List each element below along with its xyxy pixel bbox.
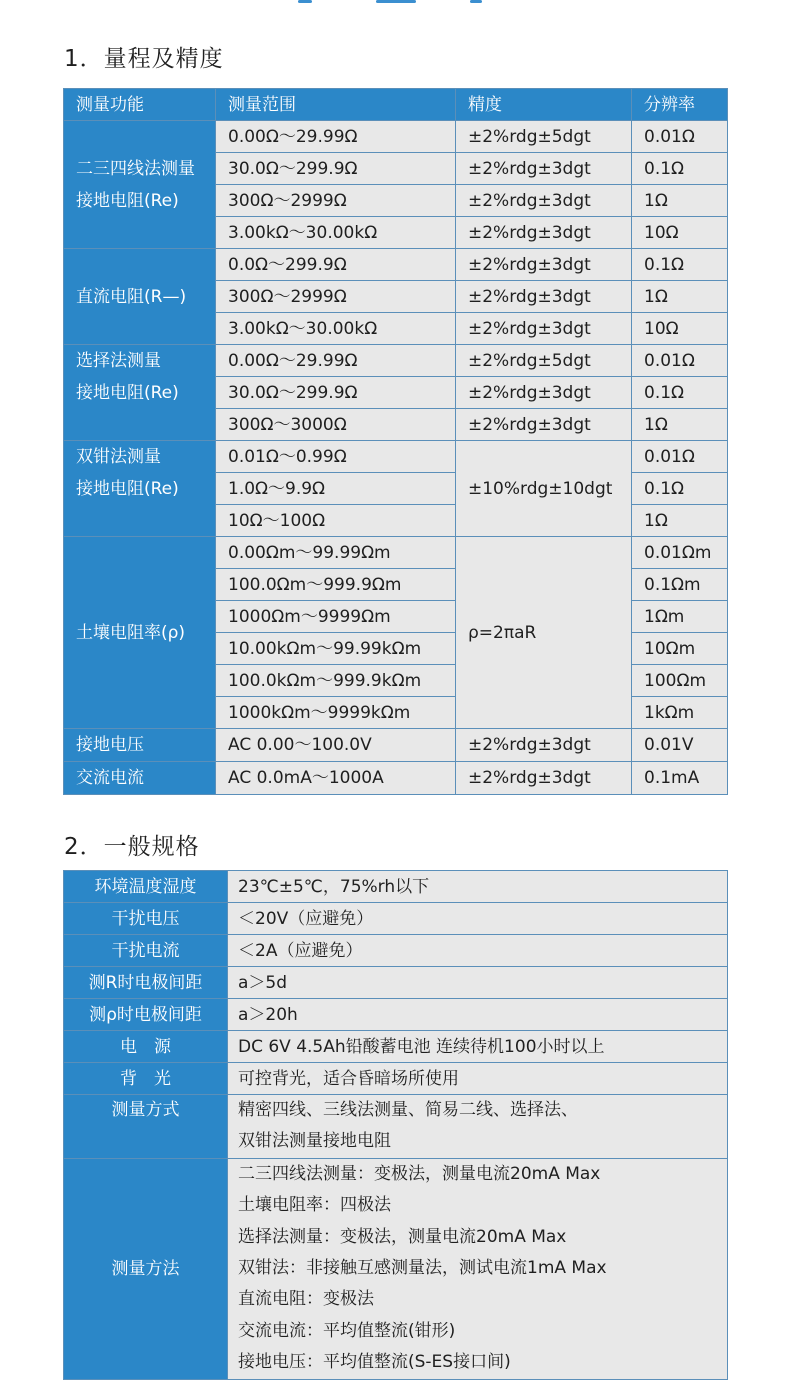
spec-value-line: 双钳法：非接触互感测量法，测试电流1mA Max bbox=[238, 1258, 607, 1279]
spec-value-line: 可控背光，适合昏暗场所使用 bbox=[238, 1068, 459, 1089]
range-cell: 10.00kΩm～99.99kΩm bbox=[216, 633, 456, 665]
function-label-line: 接地电阻(Re) bbox=[76, 479, 179, 499]
spec-value-line: a＞20h bbox=[238, 1004, 298, 1025]
column-header: 测量范围 bbox=[216, 89, 456, 121]
range-cell: 1000kΩm～9999kΩm bbox=[216, 697, 456, 729]
spec-value bbox=[228, 967, 728, 999]
spec-label: 环境温度湿度 bbox=[64, 871, 228, 903]
range-cell: 0.00Ωm～99.99Ωm bbox=[216, 537, 456, 569]
accuracy-cell: ±2%rdg±5dgt bbox=[456, 345, 632, 377]
range-cell: 300Ω～2999Ω bbox=[216, 185, 456, 217]
spec-value-line: 双钳法测量接地电阻 bbox=[238, 1131, 391, 1152]
range-cell: 300Ω～3000Ω bbox=[216, 409, 456, 441]
column-header: 精度 bbox=[456, 89, 632, 121]
spec-value bbox=[228, 999, 728, 1031]
accuracy-cell: ±2%rdg±3dgt bbox=[456, 729, 632, 762]
accuracy-cell-merged: ρ=2πaR bbox=[456, 537, 632, 729]
spec-value bbox=[228, 1031, 728, 1063]
accuracy-cell: ±2%rdg±3dgt bbox=[456, 313, 632, 345]
range-cell: 10Ω～100Ω bbox=[216, 505, 456, 537]
spec-value-line: 土壤电阻率：四极法 bbox=[238, 1195, 391, 1216]
section-title-general-specs: 2．一般规格 bbox=[64, 834, 200, 860]
function-label-line: 选择法测量 bbox=[76, 351, 161, 371]
table-row bbox=[64, 345, 728, 377]
range-accuracy-table bbox=[63, 88, 728, 795]
spec-label: 背 光 bbox=[64, 1063, 228, 1095]
resolution-cell: 0.1Ω bbox=[632, 153, 728, 185]
function-label-line: 接地电阻(Re) bbox=[76, 383, 179, 403]
top-decoration bbox=[0, 0, 790, 8]
spec-value-line: ＜20V（应避免） bbox=[238, 908, 374, 929]
accuracy-cell: ±2%rdg±3dgt bbox=[456, 281, 632, 313]
resolution-cell: 0.1Ω bbox=[632, 473, 728, 505]
spec-value bbox=[228, 1158, 728, 1379]
range-cell: 0.01Ω～0.99Ω bbox=[216, 441, 456, 473]
range-cell: 30.0Ω～299.9Ω bbox=[216, 153, 456, 185]
table-row bbox=[64, 121, 728, 153]
resolution-cell: 1Ω bbox=[632, 409, 728, 441]
accuracy-cell: ±2%rdg±5dgt bbox=[456, 121, 632, 153]
spec-row bbox=[64, 903, 728, 935]
table-row bbox=[64, 441, 728, 473]
range-cell: 100.0kΩm～999.9kΩm bbox=[216, 665, 456, 697]
resolution-cell: 0.1Ω bbox=[632, 377, 728, 409]
resolution-cell: 0.01Ω bbox=[632, 441, 728, 473]
accuracy-cell: ±2%rdg±3dgt bbox=[456, 377, 632, 409]
function-label bbox=[64, 537, 216, 729]
spec-value bbox=[228, 871, 728, 903]
range-cell: AC 0.00～100.0V bbox=[216, 729, 456, 762]
spec-row bbox=[64, 1031, 728, 1063]
spec-row bbox=[64, 1095, 728, 1159]
function-label-line: 接地电阻(Re) bbox=[76, 190, 179, 211]
accuracy-cell: ±2%rdg±3dgt bbox=[456, 185, 632, 217]
resolution-cell: 0.1mA bbox=[632, 762, 728, 795]
spec-row bbox=[64, 1158, 728, 1379]
spec-value-line: 交流电流：平均值整流(钳形) bbox=[238, 1320, 456, 1341]
range-cell: 1000Ωm～9999Ωm bbox=[216, 601, 456, 633]
spec-value bbox=[228, 935, 728, 967]
spec-value-line: 接地电压：平均值整流(S-ES接口间) bbox=[238, 1352, 511, 1373]
spec-label: 电 源 bbox=[64, 1031, 228, 1063]
spec-row bbox=[64, 967, 728, 999]
function-label bbox=[64, 762, 216, 795]
spec-label: 干扰电压 bbox=[64, 903, 228, 935]
resolution-cell: 0.1Ω bbox=[632, 249, 728, 281]
resolution-cell: 1Ω bbox=[632, 281, 728, 313]
function-label-line: 交流电流 bbox=[76, 768, 144, 788]
range-cell: 3.00kΩ～30.00kΩ bbox=[216, 313, 456, 345]
resolution-cell: 0.01V bbox=[632, 729, 728, 762]
accuracy-cell: ±2%rdg±3dgt bbox=[456, 249, 632, 281]
table-row bbox=[64, 762, 728, 795]
table-row bbox=[64, 249, 728, 281]
spec-value-line: 选择法测量：变极法，测量电流20mA Max bbox=[238, 1226, 567, 1247]
resolution-cell: 100Ωm bbox=[632, 665, 728, 697]
table-row bbox=[64, 537, 728, 569]
spec-value-line: ＜2A（应避免） bbox=[238, 940, 363, 961]
resolution-cell: 1kΩm bbox=[632, 697, 728, 729]
accuracy-cell: ±2%rdg±3dgt bbox=[456, 153, 632, 185]
accuracy-cell: ±2%rdg±3dgt bbox=[456, 762, 632, 795]
spec-value bbox=[228, 1095, 728, 1159]
accuracy-cell: ±2%rdg±3dgt bbox=[456, 409, 632, 441]
resolution-cell: 0.01Ω bbox=[632, 121, 728, 153]
spec-label: 测量方法 bbox=[64, 1158, 228, 1379]
column-header: 分辨率 bbox=[632, 89, 728, 121]
resolution-cell: 1Ω bbox=[632, 505, 728, 537]
resolution-cell: 1Ω bbox=[632, 185, 728, 217]
function-label bbox=[64, 441, 216, 537]
resolution-cell: 0.1Ωm bbox=[632, 569, 728, 601]
function-label-line: 接地电压 bbox=[76, 735, 144, 755]
range-cell: 100.0Ωm～999.9Ωm bbox=[216, 569, 456, 601]
range-cell: AC 0.0mA～1000A bbox=[216, 762, 456, 795]
deco-dash bbox=[470, 0, 482, 3]
range-cell: 0.00Ω～29.99Ω bbox=[216, 121, 456, 153]
deco-dash bbox=[298, 0, 312, 3]
spec-label: 测R时电极间距 bbox=[64, 967, 228, 999]
spec-row bbox=[64, 1063, 728, 1095]
column-header: 测量功能 bbox=[64, 89, 216, 121]
resolution-cell: 0.01Ωm bbox=[632, 537, 728, 569]
range-cell: 30.0Ω～299.9Ω bbox=[216, 377, 456, 409]
function-label-line: 二三四线法测量 bbox=[76, 158, 195, 179]
accuracy-cell-merged: ±10%rdg±10dgt bbox=[456, 441, 632, 537]
resolution-cell: 0.01Ω bbox=[632, 345, 728, 377]
deco-dash bbox=[376, 0, 416, 3]
range-cell: 0.0Ω～299.9Ω bbox=[216, 249, 456, 281]
function-label bbox=[64, 121, 216, 249]
function-label-line: 双钳法测量 bbox=[76, 447, 161, 467]
spec-value bbox=[228, 1063, 728, 1095]
function-label-line: 土壤电阻率(ρ) bbox=[76, 622, 186, 643]
spec-value-line: 直流电阻：变极法 bbox=[238, 1289, 374, 1310]
resolution-cell: 10Ω bbox=[632, 217, 728, 249]
function-label-line: 直流电阻(R—) bbox=[76, 286, 187, 307]
spec-value bbox=[228, 903, 728, 935]
spec-value-line: 二三四线法测量：变极法，测量电流20mA Max bbox=[238, 1163, 601, 1184]
general-specs-table bbox=[63, 870, 728, 1380]
spec-value-line: DC 6V 4.5Ah铅酸蓄电池 连续待机100小时以上 bbox=[238, 1036, 605, 1057]
spec-value-line: a＞5d bbox=[238, 972, 288, 993]
spec-row bbox=[64, 999, 728, 1031]
spec-row bbox=[64, 935, 728, 967]
resolution-cell: 10Ω bbox=[632, 313, 728, 345]
table-row bbox=[64, 729, 728, 762]
accuracy-cell: ±2%rdg±3dgt bbox=[456, 217, 632, 249]
header-row bbox=[64, 89, 728, 121]
range-cell: 3.00kΩ～30.00kΩ bbox=[216, 217, 456, 249]
range-cell: 300Ω～2999Ω bbox=[216, 281, 456, 313]
spec-row bbox=[64, 871, 728, 903]
resolution-cell: 1Ωm bbox=[632, 601, 728, 633]
function-label bbox=[64, 729, 216, 762]
function-label bbox=[64, 249, 216, 345]
resolution-cell: 10Ωm bbox=[632, 633, 728, 665]
spec-label: 测量方式 bbox=[64, 1095, 228, 1159]
range-cell: 0.00Ω～29.99Ω bbox=[216, 345, 456, 377]
function-label bbox=[64, 345, 216, 441]
spec-label: 干扰电流 bbox=[64, 935, 228, 967]
range-cell: 1.0Ω～9.9Ω bbox=[216, 473, 456, 505]
spec-value-line: 精密四线、三线法测量、简易二线、选择法、 bbox=[238, 1100, 578, 1120]
section-title-range-accuracy: 1．量程及精度 bbox=[64, 46, 224, 72]
spec-label: 测ρ时电极间距 bbox=[64, 999, 228, 1031]
spec-value-line: 23℃±5℃，75%rh以下 bbox=[238, 876, 430, 897]
